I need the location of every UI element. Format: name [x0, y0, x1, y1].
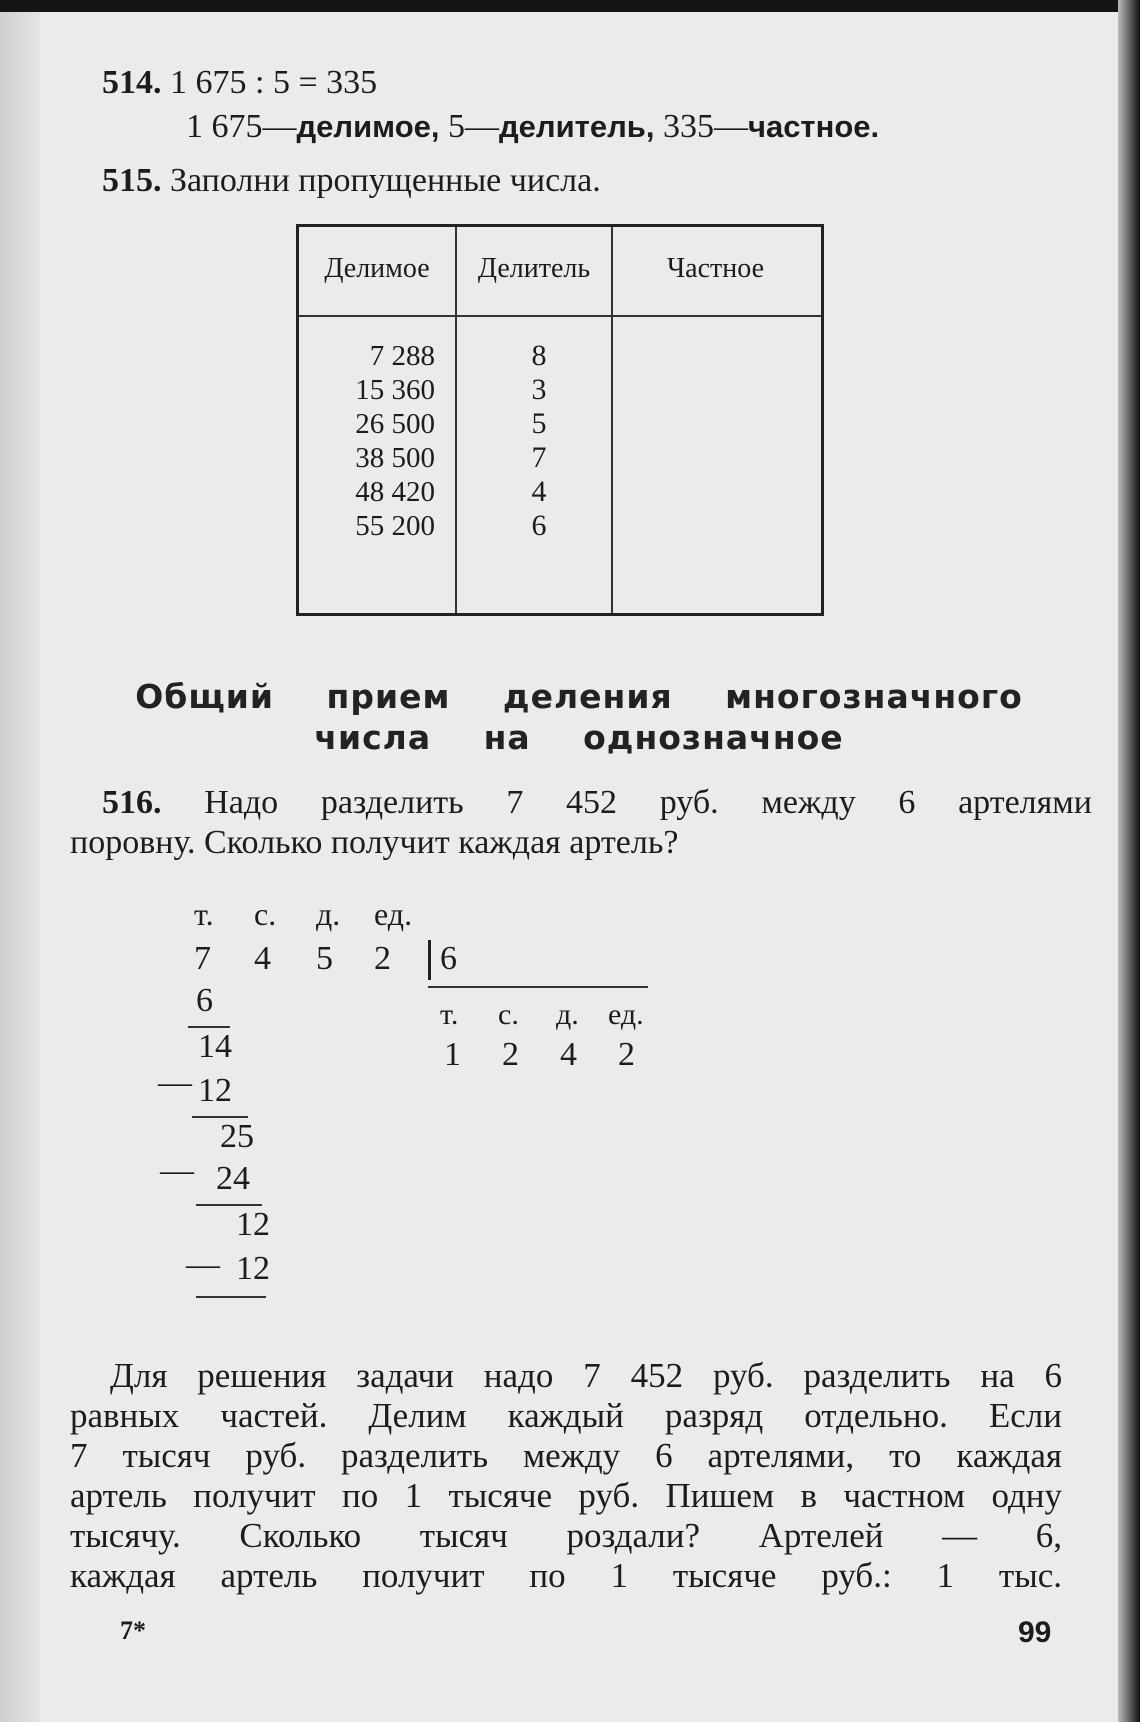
problem-514	[102, 64, 377, 102]
equation: 1 675 : 5 = 335	[170, 64, 378, 101]
problem-516-line2: поровну. Сколько получит каждая артель?	[70, 824, 679, 861]
table-cell: 3	[531, 373, 547, 406]
subtraction-step: 12	[198, 1072, 232, 1109]
paragraph-line: Для решения задачи надо 7 452 руб. разделить на 6	[110, 1356, 1062, 1395]
problem-number: 515.	[102, 162, 162, 199]
problem-text: Надо разделить 7 452 руб. между 6 артелями	[204, 784, 1093, 821]
dividend-digit: 4	[254, 940, 271, 977]
table-cell: 5	[531, 407, 547, 440]
dash: —	[262, 108, 297, 145]
quotient-value: 335	[662, 108, 714, 145]
term-divisor: делитель,	[498, 109, 655, 144]
divisor-value: 5	[447, 108, 465, 145]
place-label: с.	[254, 896, 277, 932]
division-table	[296, 224, 824, 616]
header-divider	[299, 315, 821, 317]
divisor: 6	[440, 940, 457, 977]
quotient-place-label: д.	[556, 998, 579, 1031]
place-label: т.	[194, 896, 214, 932]
subtraction-step: 25	[220, 1118, 254, 1155]
page-number: 99	[1018, 1616, 1052, 1649]
term-dividend: делимое,	[296, 109, 440, 144]
section-heading-line2: числа на однозначное	[314, 718, 844, 757]
subtraction-step: 24	[216, 1160, 250, 1197]
divisor-column	[469, 339, 609, 543]
minus-sign: —	[158, 1064, 192, 1101]
paragraph-line: каждая артель получит по 1 тысяче руб.: 1 тыс.	[70, 1556, 1062, 1595]
table-cell: 6	[531, 509, 547, 542]
table-cell: 15 360	[355, 374, 435, 406]
subtraction-step: 12	[236, 1250, 270, 1287]
header-quotient: Частное	[666, 253, 765, 284]
subtraction-step: 12	[236, 1206, 270, 1243]
problem-number: 516.	[102, 784, 162, 821]
dividend-digit: 5	[316, 940, 333, 977]
paragraph-line: 7 тысяч руб. разделить между 6 артелями, то каждая	[70, 1436, 1062, 1475]
subtraction-step: 14	[198, 1028, 232, 1065]
place-label: д.	[316, 896, 341, 932]
quotient-place-label: ед.	[608, 998, 644, 1031]
scan-left-edge	[0, 0, 40, 1722]
quotient-place-label: с.	[498, 998, 519, 1031]
header-dividend: Делимое	[324, 253, 430, 284]
dividend-column	[299, 339, 435, 543]
problem-515	[102, 162, 601, 200]
printer-signature: 7*	[120, 1616, 146, 1645]
table-cell: 7 288	[369, 340, 435, 372]
problem-text: Заполни пропущенные числа.	[170, 162, 601, 199]
dash: —	[464, 108, 499, 145]
book-page	[40, 12, 1118, 1722]
minus-sign: —	[186, 1246, 220, 1283]
table-cell: 4	[531, 475, 547, 508]
division-bracket	[428, 940, 431, 980]
problem-516-line1	[102, 784, 1092, 822]
explanation-paragraph	[70, 1356, 1062, 1596]
section-heading-line1: Общий прием деления многозначного	[135, 677, 1023, 716]
minus-sign: —	[160, 1152, 194, 1189]
scan-right-edge	[1118, 0, 1140, 1722]
table-cell: 55 200	[355, 510, 435, 542]
quotient-line	[428, 986, 648, 988]
term-quotient: частное.	[747, 109, 880, 144]
quotient-digit: 2	[618, 1036, 635, 1073]
dividend-digit: 2	[374, 940, 391, 977]
place-label: ед.	[374, 896, 413, 932]
dash: —	[713, 108, 748, 145]
paragraph-line: равных частей. Делим каждый разряд отдельно. Если	[70, 1396, 1062, 1435]
problem-514-terms	[186, 108, 879, 146]
paragraph-line: тысячу. Сколько тысяч роздали? Артелей — 6,	[70, 1516, 1062, 1555]
quotient-digit: 1	[444, 1036, 461, 1073]
dividend-value: 1 675	[186, 108, 263, 145]
table-cell: 8	[531, 339, 547, 372]
paragraph-line: артель получит по 1 тысяче руб. Пишем в частном одну	[70, 1476, 1062, 1515]
subtraction-step: 6	[196, 982, 213, 1019]
table-cell: 26 500	[355, 408, 435, 440]
header-divisor: Делитель	[477, 253, 591, 284]
scan-top-edge	[0, 0, 1140, 12]
quotient-place-label: т.	[440, 998, 459, 1031]
table-cell: 7	[531, 441, 547, 474]
quotient-digit: 4	[560, 1036, 577, 1073]
dividend-digit: 7	[194, 940, 211, 977]
quotient-digit: 2	[502, 1036, 519, 1073]
table-cell: 38 500	[355, 442, 435, 474]
problem-number: 514.	[102, 64, 162, 101]
step-line	[196, 1296, 266, 1298]
table-cell: 48 420	[355, 476, 435, 508]
